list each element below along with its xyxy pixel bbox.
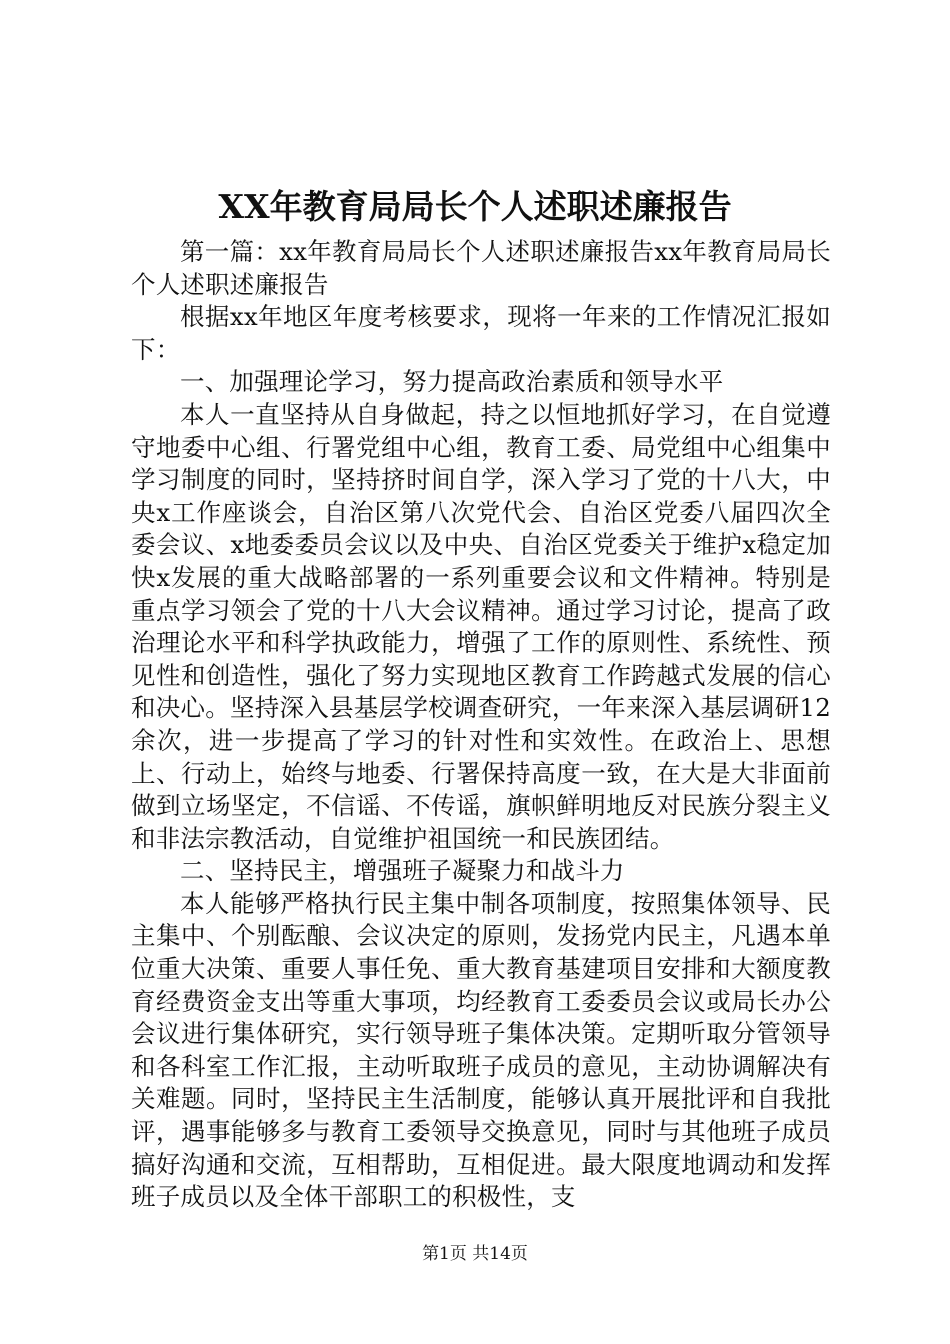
paragraph-section-2: 本人能够严格执行民主集中制各项制度，按照集体领导、民主集中、个别酝酿、会议决定的原则，发扬党内民主，凡遇本单位重大决策、重要人事任免、重大教育基建项目安排和大额度教育经费资金支出等重大事项，均经教育工委委员会议或局长办公会议进行集体研究，实行领导班子集体决策。定期听取分管领导和各科室工作汇报，主动听取班子成员的意见，主动协调解决有关难题。同时，坚持民主生活制度，能够认真开展批评和自我批评，遇事能够多与教育工委领导交换意见，同时与其他班子成员搞好沟通和交流，互相帮助，互相促进。最大限度地调动和发挥班子成员以及全体干部职工的积极性，支 [131,888,831,1212]
paragraph-section-1: 本人一直坚持从自身做起，持之以恒地抓好学习，在自觉遵守地委中心组、行署党组中心组，教育工委、局党组中心组集中学习制度的同时，坚持挤时间自学，深入学习了党的十八大，中央x工作座谈会，自治区第八次党代会、自治区党委八届四次全委会议、x地委委员会议以及中央、自治区党委关于维护x稳定加快x发展的重大战略部署的一系列重要会议和文件精神。特别是重点学习领会了党的十八大会议精神。通过学习讨论，提高了政治理论水平和科学执政能力，增强了工作的原则性、系统性、预见性和创造性，强化了努力实现地区教育工作跨越式发展的信心和决心。坚持深入县基层学校调查研究，一年来深入基层调研12余次，进一步提高了学习的针对性和实效性。在政治上、思想上、行动上，始终与地委、行署保持高度一致，在大是大非面前做到立场坚定，不信谣、不传谣，旗帜鲜明地反对民族分裂主义和非法宗教活动，自觉维护祖国统一和民族团结。 [131,399,831,853]
document-body [131,236,831,1214]
page-footer: 第1页 共14页 [422,1244,528,1264]
paragraph-intro: 根据xx年地区年度考核要求，现将一年来的工作情况汇报如下： [131,302,831,364]
paragraph-chapter-heading: 第一篇：xx年教育局局长个人述职述廉报告xx年教育局局长个人述职述廉报告 [131,237,831,299]
section-heading-1: 一、加强理论学习，努力提高政治素质和领导水平 [180,367,724,397]
section-heading-2: 二、坚持民主，增强班子凝聚力和战斗力 [180,856,625,886]
document-title: XX年教育局局长个人述职述廉报告 [218,187,732,226]
